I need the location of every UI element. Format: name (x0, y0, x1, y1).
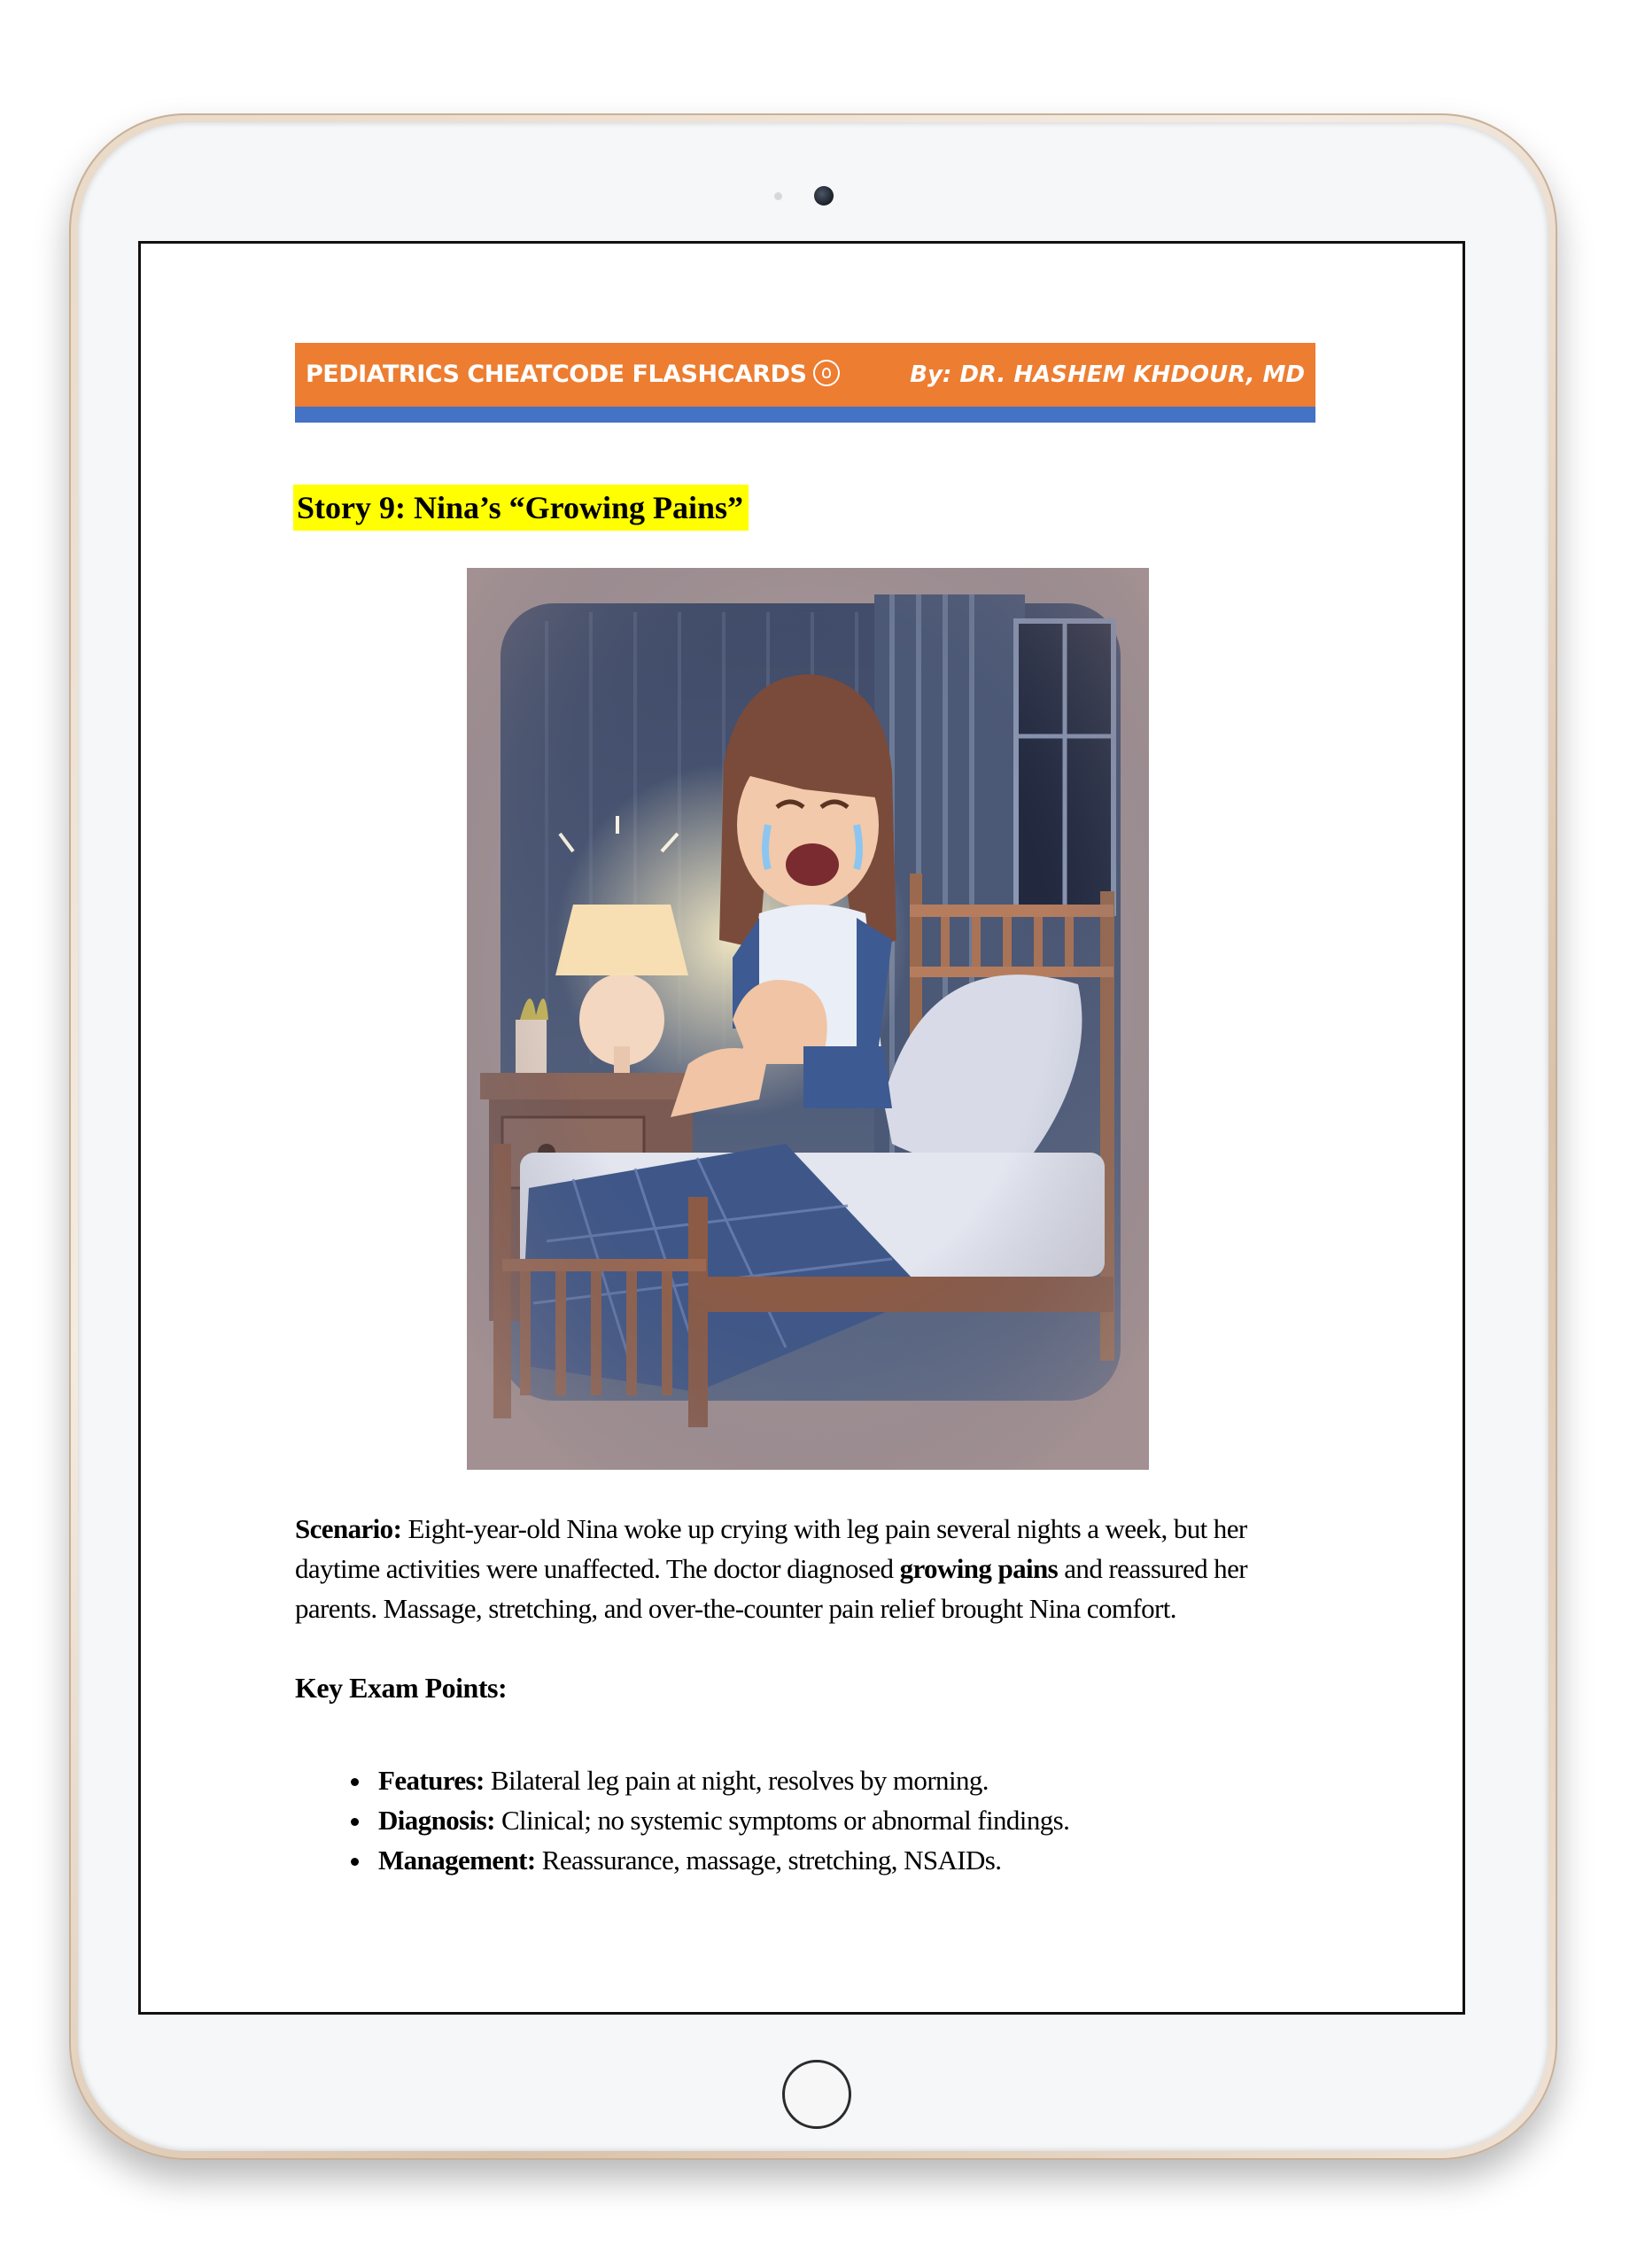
banner-author: By: DR. HASHEM KHDOUR, MD (910, 361, 1305, 388)
point-label: Management: (378, 1845, 536, 1876)
home-button[interactable] (782, 2060, 851, 2129)
list-item (373, 1800, 1069, 1840)
illustration-girl-leg-pain (467, 568, 1149, 1470)
scenario-label: Scenario: (295, 1513, 402, 1544)
list-item (373, 1840, 1069, 1880)
point-label: Diagnosis: (378, 1805, 495, 1836)
scenario-paragraph (295, 1509, 1314, 1628)
key-points-heading: Key Exam Points: (295, 1672, 508, 1704)
story-title: Story 9: Nina’s “Growing Pains” (293, 485, 749, 531)
camera-icon (814, 186, 834, 206)
banner-title-text: PEDIATRICS CHEATCODE FLASHCARDS (306, 361, 807, 388)
header-banner-stripe (295, 407, 1315, 423)
scenario-text-1: Eight-year-old Nina woke up crying with leg pain several nights a week, but her daytime activities were unaffected. The doctor diagnosed (295, 1513, 1247, 1584)
light-sensor (774, 192, 782, 200)
list-item (373, 1760, 1069, 1800)
banner-title (306, 361, 840, 389)
key-points-list (327, 1760, 1069, 1880)
baby-face-icon (813, 360, 840, 386)
point-label: Features: (378, 1765, 485, 1796)
scenario-text-2: and reassured her parents. Massage, stretching, and over-the-counter pain relief brought Nina comfort. (295, 1553, 1247, 1624)
point-text: Bilateral leg pain at night, resolves by morning. (484, 1765, 989, 1796)
scenario-emphasis: growing pains (899, 1553, 1059, 1584)
point-text: Reassurance, massage, stretching, NSAIDs. (535, 1845, 1002, 1876)
point-text: Clinical; no systemic symptoms or abnormal findings. (494, 1805, 1070, 1836)
tablet-screen (138, 241, 1465, 2015)
